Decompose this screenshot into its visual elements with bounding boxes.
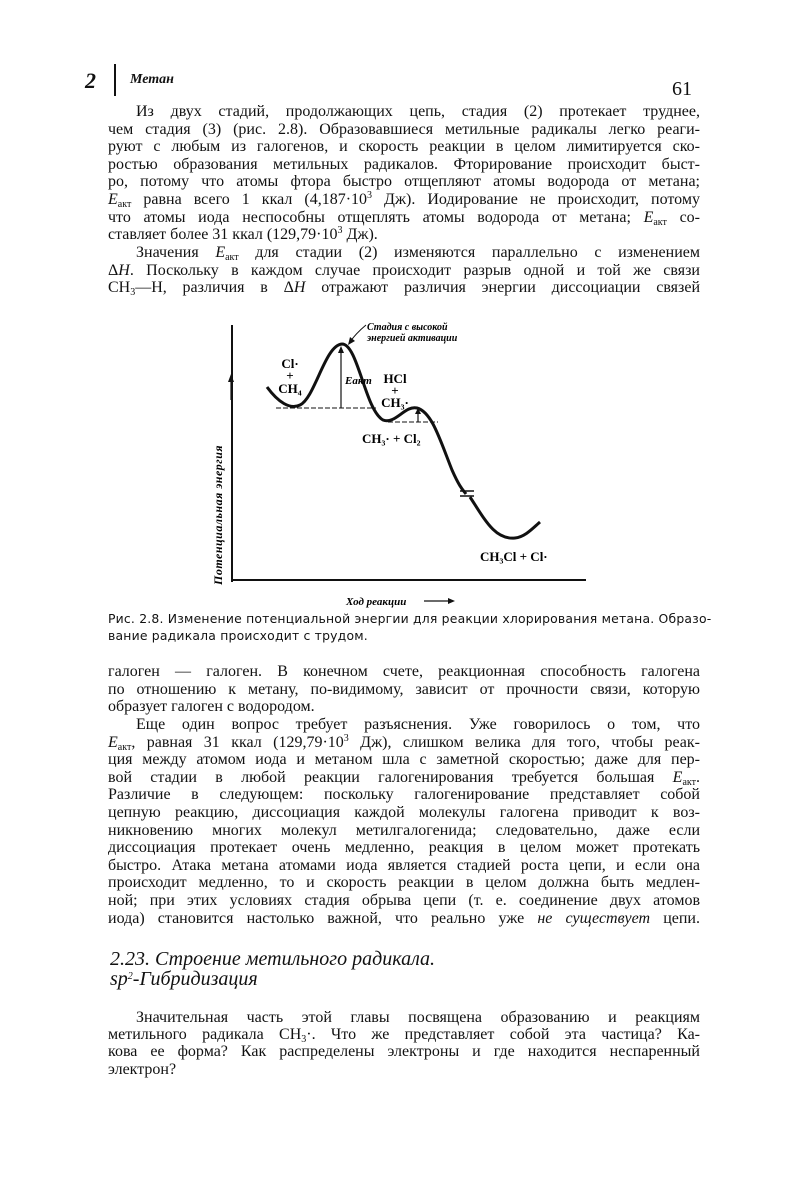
intermediate-label: CH₃· xyxy=(381,395,409,410)
text-line xyxy=(108,804,700,821)
text-segment: метильного радикала CH xyxy=(108,1026,302,1044)
text-segment: Дж), слишком велика для того, чтобы реак- xyxy=(348,733,700,751)
text-line xyxy=(108,681,700,698)
text-segment: CH xyxy=(108,279,131,297)
text-segment: никновению многих молекул метилгалогенида; следовательно, даже если xyxy=(108,821,700,839)
text-segment: Из двух стадий, продолжающих цепь, стадия (2) протекает труднее, xyxy=(136,103,700,120)
text-segment: вой стадии в любой реакции галогенирования требуется большая xyxy=(108,768,673,786)
text-line xyxy=(108,1009,700,1026)
text-segment: —H, различия в Δ xyxy=(135,279,294,297)
reactant-label: CH₄ xyxy=(278,381,302,396)
text-segment: . Поскольку в каждом случае происходит разрыв одной и той же связи xyxy=(129,261,700,279)
text-segment: быстро. Атака метана атомами иода является стадией роста цепи, и если она xyxy=(108,856,700,874)
text-line xyxy=(108,857,700,874)
text-segment: 3 xyxy=(130,287,136,299)
text-segment: Еще один вопрос требует разъяснения. Уже говорилось о том, что xyxy=(136,716,700,733)
text-line xyxy=(108,1043,700,1060)
text-segment: не существует xyxy=(537,909,651,927)
text-line xyxy=(108,663,700,680)
text-segment: 3 xyxy=(343,732,349,744)
ea-label: Eакт xyxy=(345,375,372,387)
text-segment: H xyxy=(118,261,130,279)
y-axis-label: Потенциальная энергия xyxy=(211,444,225,585)
annotation-text: энергией активации xyxy=(367,333,458,344)
text-segment: , равная 31 ккал (129,79·10 xyxy=(131,733,344,751)
text-line xyxy=(108,1026,700,1046)
text-segment: что атомы иода неспособны отщеплять атомы водорода от метана; xyxy=(108,208,644,226)
reactant-label: Cl· xyxy=(281,356,299,371)
text-line xyxy=(108,874,700,891)
text-segment: цепную реакцию, диссоциация каждой молекулы галогена приводит к воз- xyxy=(108,804,700,821)
text-segment: ростью образования метильных радикалов. Фторирование происходит быст- xyxy=(108,155,700,173)
heading-sup: 2 xyxy=(127,971,133,982)
text-line xyxy=(108,910,700,927)
heading-sp: sp xyxy=(110,968,128,990)
text-segment: 3 xyxy=(301,1034,307,1046)
text-line xyxy=(108,751,700,768)
figure-caption: Рис. 2.8. Изменение потенциальной энергии для реакции хлорирования метана. Образо- xyxy=(108,611,712,626)
text-segment: кова ее форма? Как распределены электроны и где находится неспаренный xyxy=(108,1043,700,1061)
y-axis-arrow-head xyxy=(228,374,234,382)
x-axis-label: Ход реакции xyxy=(346,596,407,608)
text-segment: акт xyxy=(682,776,696,788)
text-segment: ция между атомом иода и метаном шла с заметной скоростью; даже для пер- xyxy=(108,751,700,769)
annotation-pointer-head xyxy=(348,337,355,345)
heading-rest: -Гибридизация xyxy=(132,968,258,990)
text-segment: диссоциация протекает очень медленно, реакция в целом может протекать xyxy=(108,839,700,857)
text-segment: . xyxy=(696,768,700,786)
text-segment: Дж). Иодирование не происходит, потому xyxy=(372,191,700,208)
second-state-label: CH₃· + Cl₂ xyxy=(362,431,421,446)
text-line xyxy=(108,698,700,715)
text-segment: E xyxy=(108,191,118,208)
text-segment: акт xyxy=(653,216,667,228)
text-segment: 3 xyxy=(367,190,373,201)
text-segment: цепи. xyxy=(650,909,700,927)
text-segment: ставляет более 31 ккал (129,79·10 xyxy=(108,226,338,244)
text-segment: E xyxy=(643,208,654,226)
text-line xyxy=(108,839,700,856)
energy-curve-lower xyxy=(470,497,540,538)
text-segment: для стадии (2) изменяются параллельно с изменением xyxy=(238,244,701,261)
text-segment: образует галоген с водородом. xyxy=(108,698,315,716)
text-segment: акт xyxy=(225,252,239,263)
text-line xyxy=(108,1061,700,1078)
text-segment: электрон? xyxy=(108,1060,177,1078)
chapter-number: 2 xyxy=(85,68,96,93)
text-line xyxy=(108,734,700,751)
text-segment: по отношению к метану, по-видимому, зависит от прочности связи, которую xyxy=(108,680,700,698)
text-segment: Дж). xyxy=(342,226,378,244)
text-line xyxy=(108,822,700,839)
text-segment: иода) становится настолько важной, что реально уже xyxy=(108,909,538,927)
reactant-label: + xyxy=(286,368,294,383)
text-segment: Различие в следующем: поскольку галогенирование представляет собой xyxy=(108,786,700,804)
text-segment: Значения xyxy=(136,244,216,261)
text-line xyxy=(108,786,700,803)
text-segment: ной; при этих условиях стадия обрыва цепи (т. е. соединение двух атомов xyxy=(108,892,700,909)
page-number: 61 xyxy=(672,78,692,100)
section-heading: 2.23. Строение метильного радикала. xyxy=(110,948,436,970)
text-segment: чем стадия (3) (рис. 2.8). Образовавшиеся метильные радикалы легко реаги- xyxy=(108,120,700,138)
text-line xyxy=(108,716,700,733)
text-segment: E xyxy=(108,733,118,751)
annotation-text: Стадия с высокой xyxy=(367,322,448,333)
text-segment: H xyxy=(293,279,306,297)
ea-arrow-head xyxy=(338,346,344,353)
figure-caption: вание радикала происходит с трудом. xyxy=(108,628,368,643)
text-segment: E xyxy=(215,244,226,261)
text-segment: E xyxy=(672,768,683,786)
text-segment: ро, потому что атомы фтора быстро отщепляют атомы водорода от метана; xyxy=(108,173,700,191)
x-axis-arrow-head xyxy=(448,598,455,604)
text-segment: ·. Что же представляет собой эта частица? Ка- xyxy=(306,1026,700,1044)
text-segment: равна всего 1 ккал (4,187·10 xyxy=(131,191,368,208)
intermediate-label: + xyxy=(391,383,399,398)
text-segment: акт xyxy=(117,741,132,753)
text-segment: 3 xyxy=(337,225,343,237)
text-segment: Δ xyxy=(108,261,119,279)
chapter-title: Метан xyxy=(130,72,174,87)
text-segment: со- xyxy=(666,208,700,226)
text-segment: отражают различия энергии диссоциации связей xyxy=(305,279,700,297)
section-heading-line2 xyxy=(110,969,258,989)
product-label: CH₃Cl + Cl· xyxy=(480,549,548,564)
text-segment: Значительная часть этой главы посвящена образованию и реакциям xyxy=(136,1009,700,1026)
text-line xyxy=(108,769,700,786)
text-segment: галоген — галоген. В конечном счете, реакционная способность галогена xyxy=(108,663,700,680)
intermediate-label: HCl xyxy=(383,371,407,386)
text-segment: руют с любым из галогенов, и скорость реакции в целом лимитируется ско- xyxy=(108,138,700,156)
text-line xyxy=(108,892,700,909)
text-segment: происходит медленно, то и скорость реакции в целом должна быть медлен- xyxy=(108,874,700,892)
text-segment: акт xyxy=(117,199,132,210)
